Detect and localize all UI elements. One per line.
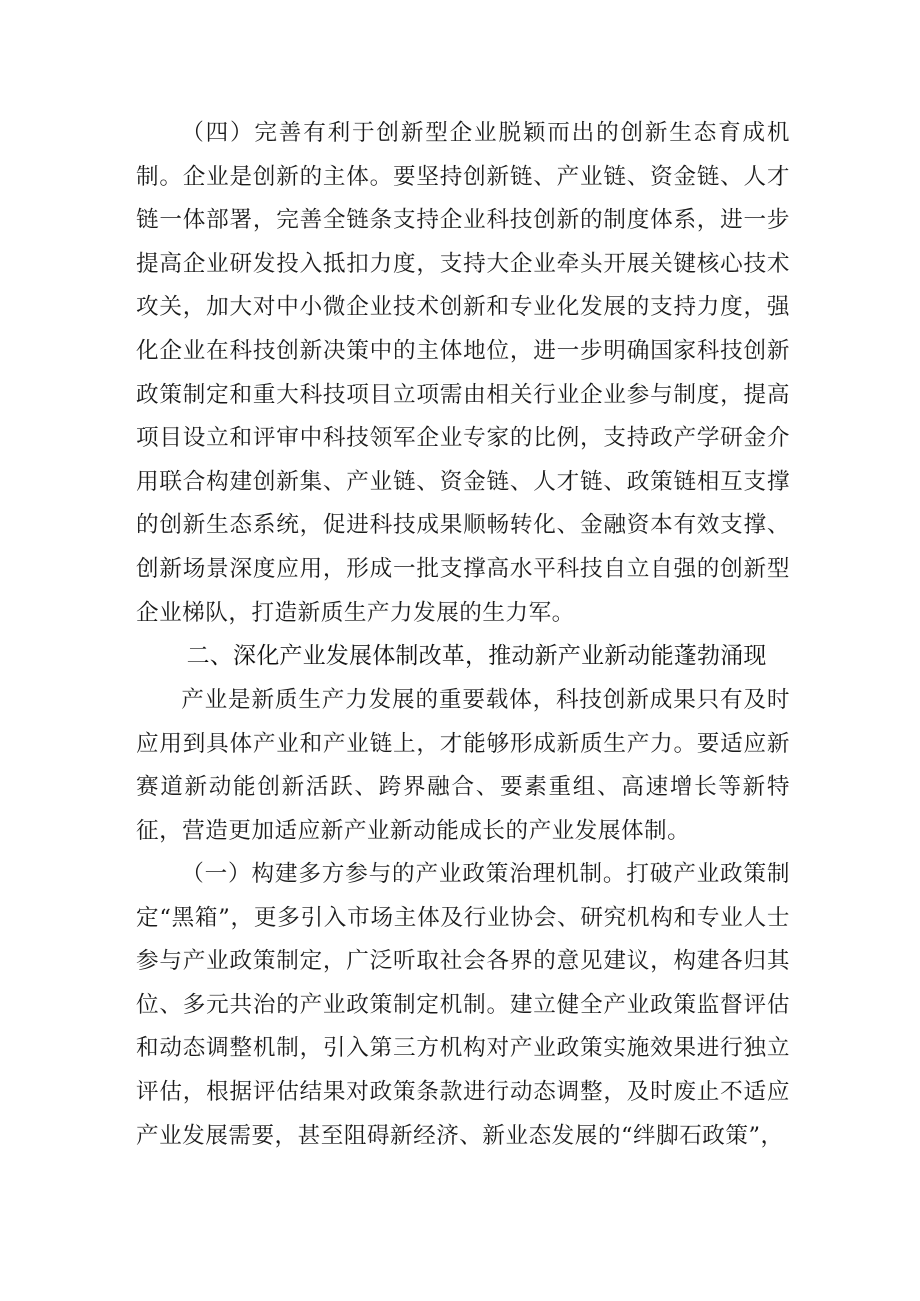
section-2-intro-block [136, 679, 790, 853]
section-heading-2: 二、深化产业发展体制改革，推动新产业新动能蓬勃涌现 [186, 643, 767, 669]
paragraph-section-4: （四）完善有利于创新型企业脱颖而出的创新生态育成机制。企业是创新的主体。要坚持创新链、产业链、资金链、人才链一体部署，完善全链条支持企业科技创新的制度体系，进一步提高企业研发投入抵扣力度，支持大企业牵头开展关键核心技术攻关，加大对中小微企业技术创新和专业化发展的支持力度，强化企业在科技创新决策中的主体地位，进一步明确国家科技创新政策制定和重大科技项目立项需由相关行业企业参与制度，提高项目设立和评审中科技领军企业专家的比例，支持政产学研金介用联合构建创新集、产业链、资金链、人才链、政策链相互支撑的创新生态系统，促进科技成果顺畅转化、金融资本有效支撑、创新场景深度应用，形成一批支撑高水平科技自立自强的创新型企业梯队，打造新质生产力发展的生力军。 [136, 120, 790, 626]
paragraph-section-2-intro: 产业是新质生产力发展的重要载体，科技创新成果只有及时应用到具体产业和产业链上，才能够形成新质生产力。要适应新赛道新动能创新活跃、跨界融合、要素重组、高速增长等新特征，营造更加适应新产业新动能成长的产业发展体制。 [136, 687, 790, 844]
paragraph-section-2-1: （一）构建多方参与的产业政策治理机制。打破产业政策制定“黑箱”，更多引入市场主体及行业协会、研究机构和专业人士参与产业政策制定，广泛听取社会各界的意见建议，构建各归其位、多元共治的产业政策制定机制。建立健全产业政策监督评估和动态调整机制，引入第三方机构对产业政策实施效果进行独立评估，根据评估结果对政策条款进行动态调整，及时废止不适应产业发展需要，甚至阻碍新经济、新业态发展的“绊脚石政策”， [136, 861, 790, 1149]
section-4-block [136, 112, 790, 635]
section-2-1-block [136, 853, 790, 1158]
